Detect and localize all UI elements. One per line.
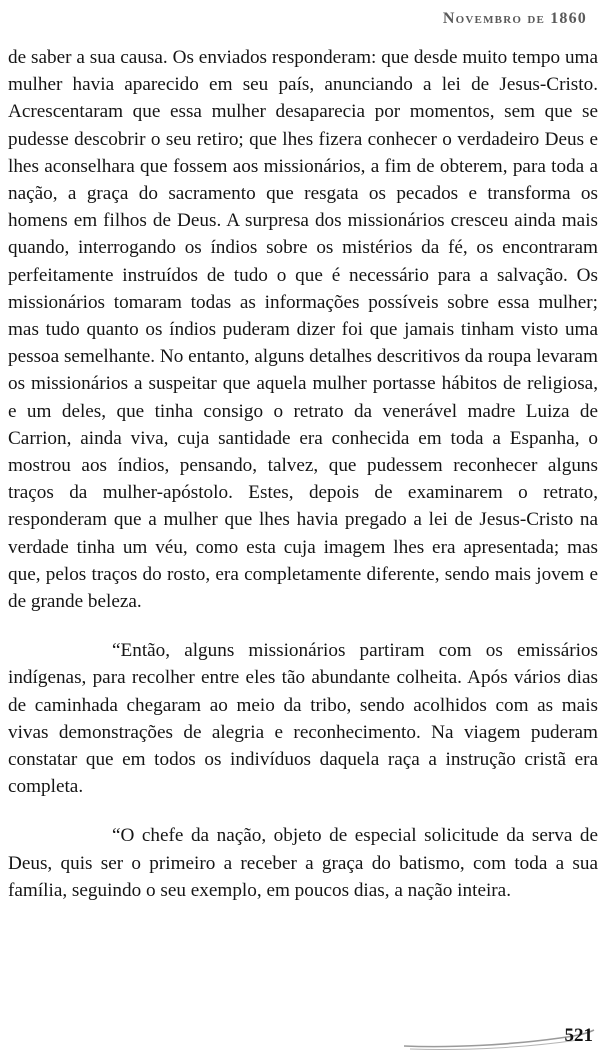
page-body [8, 44, 598, 904]
running-header: Novembro de 1860 [442, 10, 587, 27]
paragraph-continuation: de saber a sua causa. Os enviados responderam: que desde muito tempo uma mulher havia aparecido em seu país, anunciando a lei de Jesus-Cristo. Acrescentaram que essa mulher desaparecia por momentos, sem que se pudesse descobrir o seu retiro; que lhes fizera conhecer o verdadeiro Deus e lhes aconselhara que fossem aos missionários, a fim de obterem, para toda a nação, a graça do sacramento que resgata os pecados e transforma os homens em filhos de Deus. A surpresa dos missionários cresceu ainda mais quando, interrogando os índios sobre os mistérios da fé, os encontraram perfeitamente instruídos de tudo o que é necessário para a salvação. Os missionários tomaram todas as informações possíveis sobre essa mulher; mas tudo quanto os índios puderam dizer foi que jamais tinham visto uma pessoa semelhante. No entanto, alguns detalhes descritivos da roupa levaram os missionários a suspeitar que aquela mulher portasse hábitos de religiosa, e um deles, que tinha consigo o retrato da venerável madre Luiza de Carrion, ainda viva, cuja santidade era conhecida em toda a Espanha, o mostrou aos índios, pensando, talvez, que pudessem reconhecer alguns traços da mulher-apóstolo. Estes, depois de examinarem o retrato, responderam que a mulher que lhes havia pregado a lei de Jesus-Cristo na verdade tinha um véu, como esta cuja imagem lhes era apresentada; mas que, pelos traços do rosto, era completamente diferente, sendo mais jovem e de grande beleza. [8, 47, 598, 613]
paragraph-gap [8, 800, 598, 822]
paragraph-missionaries-journey: “Então, alguns missionários partiram com os emissários indígenas, para recolher entre eles tão abundante colheita. Após vários dias de caminhada chegaram ao meio da tribo, sendo acolhidos com as mais vivas demonstrações de alegria e reconhecimento. Na viagem puderam constatar que em todos os indivíduos daquela raça a instrução cristã era completa. [8, 640, 598, 798]
paragraph-gap [8, 615, 598, 637]
paragraph-chief-baptism: “O chefe da nação, objeto de especial solicitude da serva de Deus, quis ser o primeiro a receber a graça do batismo, com toda a sua família, seguindo o seu exemplo, em poucos dias, a nação inteira. [8, 825, 598, 901]
page-number: 521 [564, 1025, 593, 1046]
